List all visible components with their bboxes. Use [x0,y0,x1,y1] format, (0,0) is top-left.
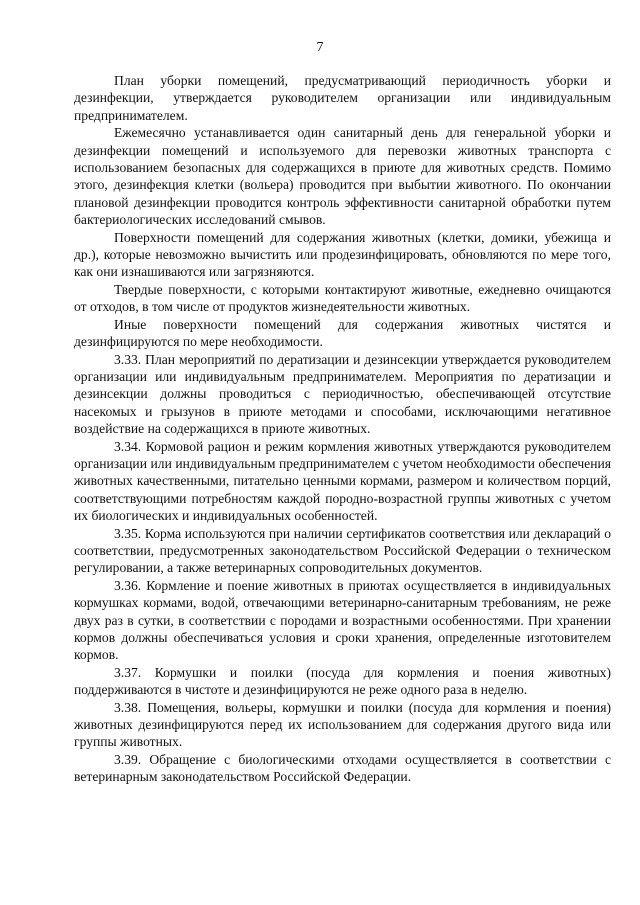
paragraph-3-35: 3.35. Корма используются при наличии сертификатов соответствия или деклараций о соответствии, предусмотренных законодательством Российской Федерации о техническом регулировании, а также ветеринарных сопроводительных документов. [74,525,611,576]
paragraph-cleaning-plan: План уборки помещений, предусматривающий периодичность уборки и дезинфекции, утверждается руководителем организации или индивидуальным предпринимателем. [74,73,611,123]
paragraph-3-36: 3.36. Кормление и поение животных в приютах осуществляется в индивидуальных кормушках кормами, водой, отвечающими ветеринарно-санитарным требованиям, не реже двух раз в сутки, в соответствии с породами и возрастными особенностями. При хранении кормов должны обеспечиваться условия и сроки хранения, определенные изготовителем кормов. [74,577,611,663]
page-number: 7 [316,40,324,55]
paragraph-other-surfaces: Иные поверхности помещений для содержания животных чистятся и дезинфицируются по мере необходимости. [74,316,611,350]
document-body [74,72,611,786]
paragraph-3-38: 3.38. Помещения, вольеры, кормушки и поилки (посуда для кормления и поения) животных дезинфицируются перед их использованием для содержания другого вида или группы животных. [74,699,611,750]
paragraph-hard-surfaces: Твердые поверхности, с которыми контактируют животные, ежедневно очищаются от отходов, в том числе от продуктов жизнедеятельности животных. [74,281,611,315]
paragraph-3-39: 3.39. Обращение с биологическими отходами осуществляется в соответствии с ветеринарным законодательством Российской Федерации. [74,751,611,785]
paragraph-3-37: 3.37. Кормушки и поилки (посуда для кормления и поения животных) поддерживаются в чистоте и дезинфицируются не реже одного раза в неделю. [74,664,611,698]
paragraph-surfaces-renewal: Поверхности помещений для содержания животных (клетки, домики, убежища и др.), которые невозможно вычистить или продезинфицировать, обновляются по мере того, как они изнашиваются или загрязняются. [74,229,611,280]
paragraph-3-33: 3.33. План мероприятий по дератизации и дезинсекции утверждается руководителем организации или индивидуальным предпринимателем. Мероприятия по дератизации и дезинсекции должны проводиться с периодичностью, обеспечивающей отсутствие насекомых и грызунов в приюте методами и способами, исключающими негативное воздействие на содержащихся в приюте животных. [74,351,611,437]
paragraph-sanitary-day: Ежемесячно устанавливается один санитарный день для генеральной уборки и дезинфекции помещений и используемого для перевозки животных транспорта с использованием безопасных для содержащихся в приюте для животных средств. Помимо этого, дезинфекция клетки (вольера) проводится при выбытии животного. По окончании плановой дезинфекции проводится контроль эффективности санитарной обработки путем бактериологических исследований смывов. [74,125,611,228]
paragraph-3-34: 3.34. Кормовой рацион и режим кормления животных утверждаются руководителем организации или индивидуальным предпринимателем с учетом необходимости обеспечения животных качественными, питательно ценными кормами, размером и количеством порций, соответствующими потребностям каждой породно-возрастной группы животных с учетом их биологических и индивидуальных особенностей. [74,438,611,524]
